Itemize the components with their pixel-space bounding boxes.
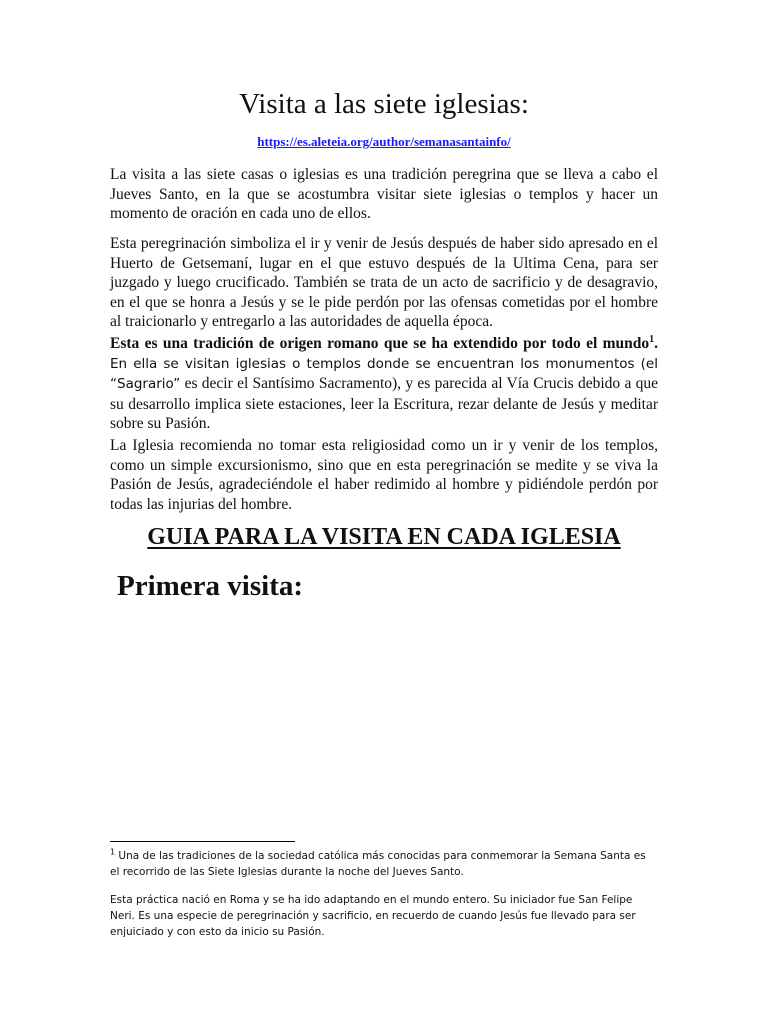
footnote-separator	[110, 841, 295, 842]
origin-rest-text: es decir el Santísimo Sacramento), y es parecida al Vía Crucis debido a que su desarrollo implica siete estaciones, leer la Escritura, rezar delante de Jesús y meditar sobre su Pasión.	[110, 375, 658, 433]
footnote-ref[interactable]: 1	[649, 333, 655, 345]
document-title: Visita a las siete iglesias:	[239, 88, 529, 120]
paragraph-origin-lead	[110, 335, 658, 352]
paragraph-recommendation: La Iglesia recomienda no tomar esta religiosidad como un ir y venir de los templos, como un simple excursionismo, sino que en esta peregrinación se medite y se viva la Pasión de Jesús, agradeciéndole el haber redimido al hombre y pidiéndole perdón por todas las injurias del hombre.	[110, 437, 658, 513]
paragraph-symbolism: Esta peregrinación simboliza el ir y venir de Jesús después de haber sido apresado en el Huerto de Getsemaní, lugar en el que estuvo después de la Ultima Cena, para ser juzgado y luego crucificado. También se trata de un acto de sacrificio y de desagravio, en el que se honra a Jesús y se le pide perdón por las ofensas cometidas por el hombre al traicionarlo y entregarlo a las autoridades de aquella época.	[110, 235, 658, 331]
first-visit-heading: Primera visita:	[117, 570, 304, 602]
origin-lead-end: .	[654, 335, 658, 352]
paragraph-origin	[110, 334, 658, 434]
source-link[interactable]: https://es.aleteia.org/author/semanasantainfo/	[257, 134, 511, 149]
origin-lead-text: Esta es una tradición de origen romano que se ha extendido por todo el mundo	[110, 335, 650, 352]
origin-sans-text: En ella se visitan iglesias o templos donde se encuentran los monumentos (el “Sagrario”	[110, 355, 658, 393]
footnote-2: Esta práctica nació en Roma y se ha ido adaptando en el mundo entero. Su iniciador fue San Felipe Neri. Es una especie de peregrinación y sacrificio, en recuerdo de cuando Jesús fue llevado para ser enjuiciado y con esto da inicio su Pasión.	[110, 894, 636, 938]
source-link-line	[0, 134, 768, 150]
guide-heading: GUIA PARA LA VISITA EN CADA IGLESIA	[147, 524, 621, 550]
footnote-1	[110, 848, 658, 880]
footnote-1-ref: 1	[110, 847, 116, 857]
footnote-1-text: Una de las tradiciones de la sociedad católica más conocidas para conmemorar la Semana Santa es el recorrido de las Siete Iglesias durante la noche del Jueves Santo.	[110, 850, 646, 878]
paragraph-intro: La visita a las siete casas o iglesias es una tradición peregrina que se lleva a cabo el Jueves Santo, en la que se acostumbra visitar siete iglesias o templos y hacer un momento de oración en cada uno de ellos.	[110, 166, 658, 223]
